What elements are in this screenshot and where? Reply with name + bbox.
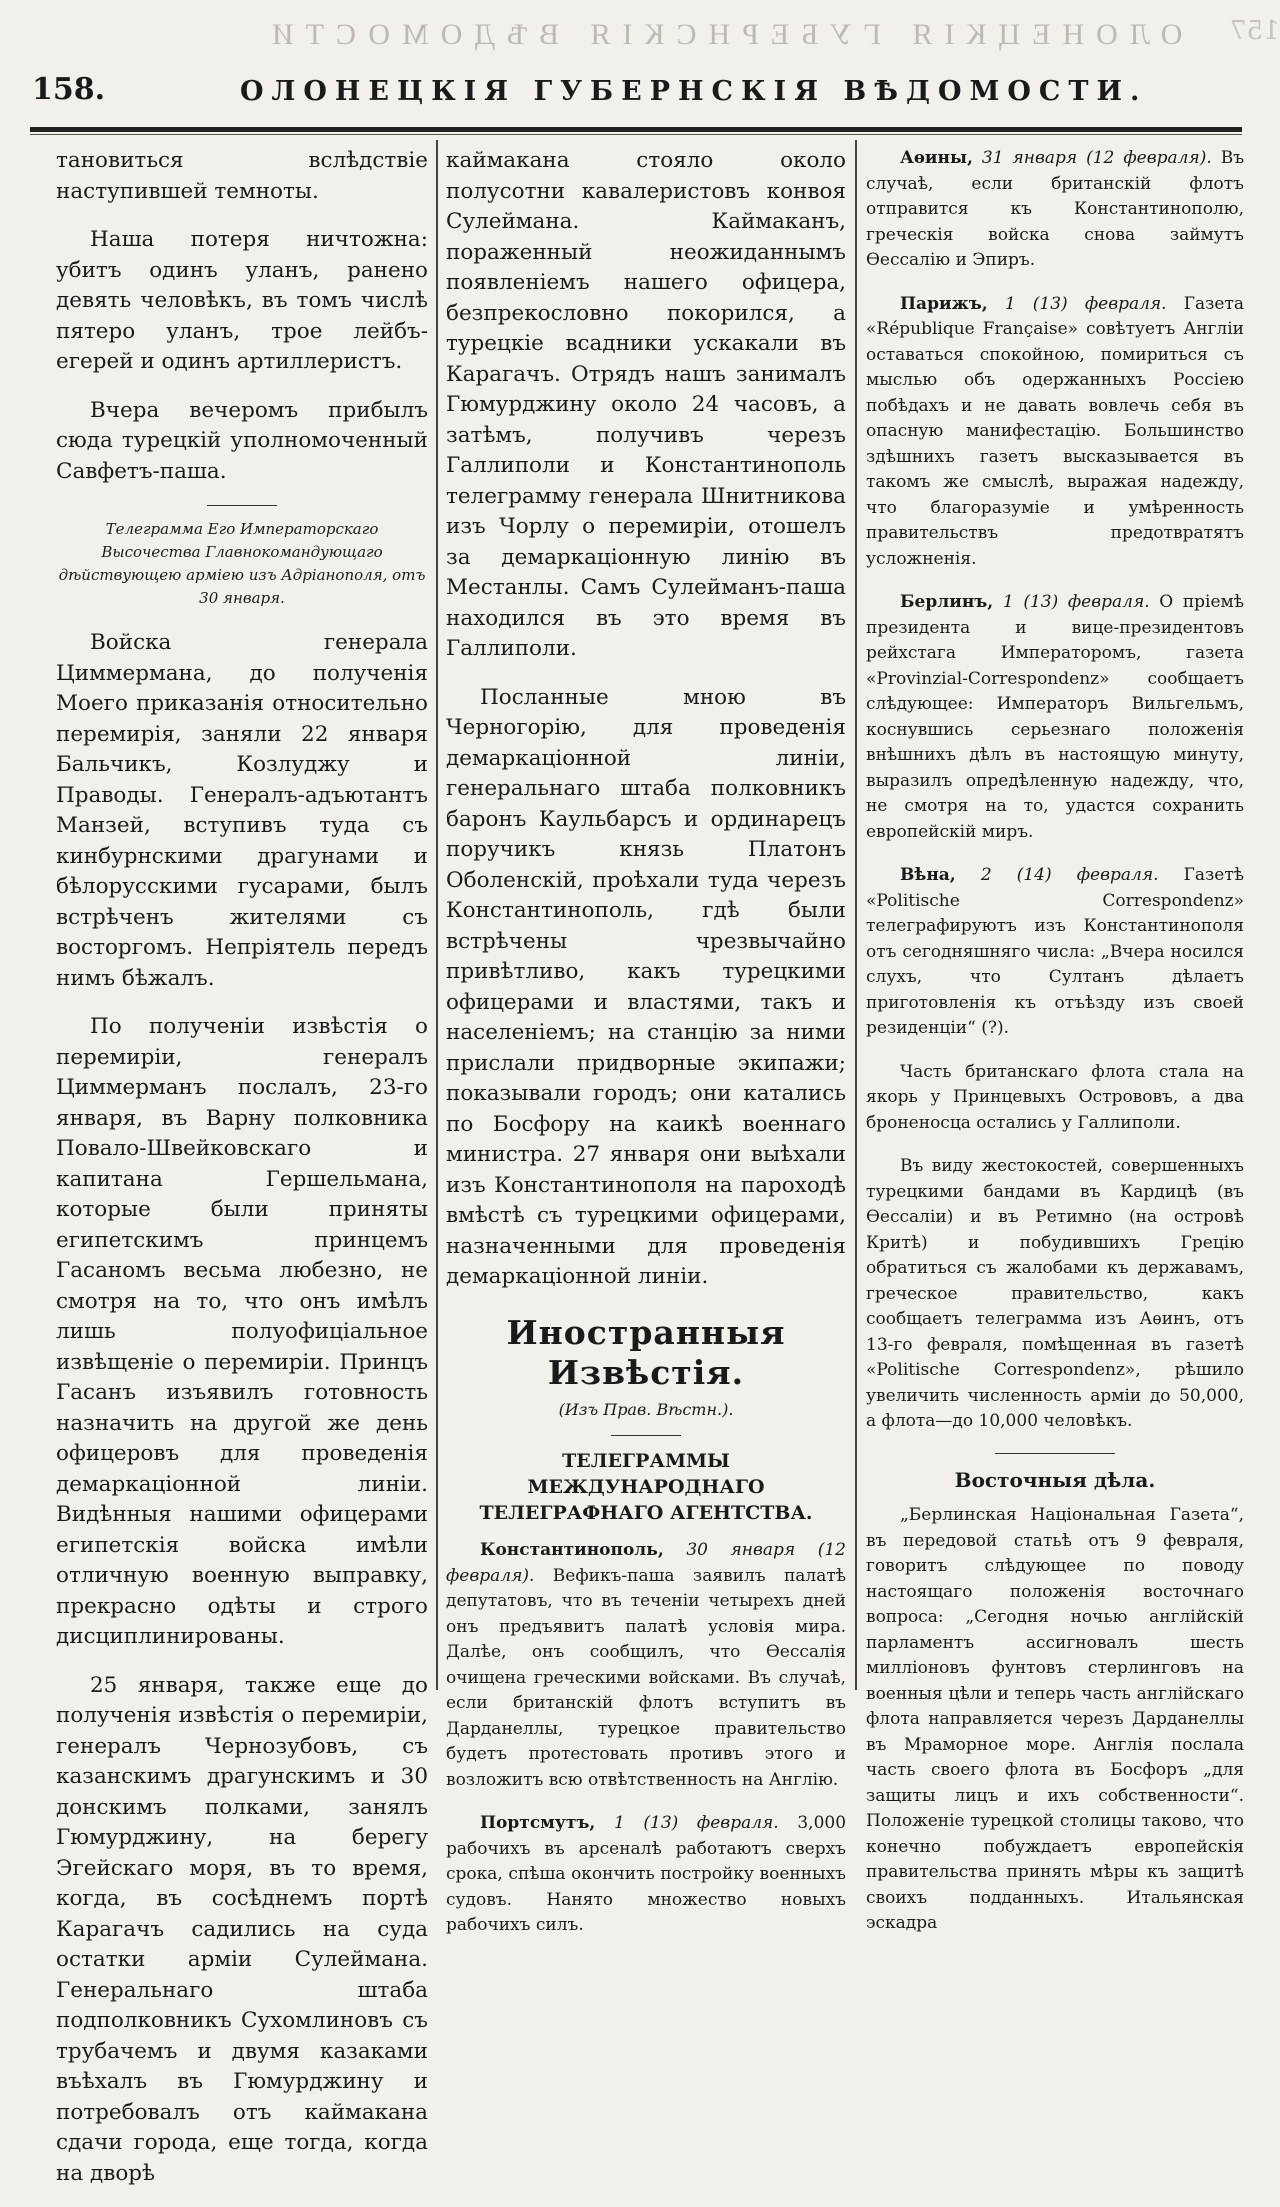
column-1 bbox=[56, 146, 428, 2207]
news-date: 1 (13) февраля. bbox=[613, 1813, 779, 1833]
paragraph: По полученіи извѣстія о перемиріи, генералъ Циммерманъ послалъ, 23-го января, въ Варну полковника Повало-Швейковскаго и капитана Гершельмана, которые были приняты египетскимъ принцемъ Гасаномъ весьма любезно, не смотря на то, что онъ имѣлъ лишь полуофиціальное извѣщеніе о перемиріи. Принцъ Гасанъ изъявилъ готовность назначить на другой же день офицеровъ для проведенія демаркаціонной линіи. Видѣнныя нашими офицерами египетскія войска имѣли отличную военную выправку, прекрасно одѣты и строго дисциплинированы. bbox=[56, 1014, 428, 1649]
paragraph: тановиться вслѣдствіе наступившей темноты. bbox=[56, 148, 428, 204]
paragraph: Вчера вечеромъ прибылъ сюда турецкій уполномоченный Савфетъ-паша. bbox=[56, 397, 428, 484]
column-divider-1 bbox=[436, 140, 438, 1690]
news-item bbox=[866, 863, 1244, 1042]
news-item bbox=[446, 1538, 846, 1793]
paragraph: каймакана стояло около полусотни кавалеристовъ конвоя Сулеймана. Каймаканъ, пораженный неожиданнымъ появленіемъ нашего офицера, безпрекословно покорился, а турецкіе всадники ускакали въ Карагачъ. Отрядъ нашъ занималъ Гюмурджину около 24 часовъ, а затѣмъ, получивъ черезъ Галлиполи и Константинополь телеграмму генерала Шнитникова изъ Чорлу о перемиріи, отошелъ за демаркаціонную линію въ Местанлы. Самъ Сулейманъ-паша находился въ это время въ Галлиполи. bbox=[446, 148, 846, 661]
news-text: Газета «République Française» совѣтуетъ Англіи оставаться спокойною, помириться съ мыслью объ одержанныхъ Россіею побѣдахъ и не давать вовлечь себя въ опасную манифестацію. Большинство здѣшнихъ газетъ высказывается въ такомъ же смыслѣ, выражая надежду, что благоразуміе и умѣренность правительствъ предотвратятъ усложненія. bbox=[866, 293, 1244, 569]
bleed-through-title: ОЛОНЕЦКІЯ ГУБЕРНСКІЯ ВѢДОМОСТИ bbox=[260, 18, 1183, 51]
news-item bbox=[866, 292, 1244, 573]
paragraph: Посланные мною въ Черногорію, для проведенія демаркаціонной линіи, генеральнаго штаба полковникъ баронъ Каульбарсъ и ординарецъ поручикъ князь Платонъ Оболенскій, проѣхали туда черезъ Константинополь, гдѣ были встрѣчены чрезвычайно привѣтливо, какъ турецкими офицерами и властями, такъ и населеніемъ; на станцію за ними прислали придворные экипажи; показывали городъ; они катались по Босфору на каикѣ военнаго министра. 27 января они выѣхали изъ Константинополя на пароходѣ вмѣстѣ съ турецкими офицерами, назначенными для проведенія демаркаціонной линіи. bbox=[446, 684, 846, 1289]
news-text: Вефикъ-паша заявилъ палатѣ депутатовъ, что въ теченіи четырехъ дней онъ предъявитъ палатѣ условія мира. Далѣе, онъ сообщилъ, что Ѳессалія очищена греческими войсками. Въ случаѣ, если британскій флотъ вступитъ въ Дарданеллы, турецкое правительство будетъ протестовать противъ этого и возложитъ всю отвѣтственность на Англію. bbox=[446, 1565, 847, 1790]
news-text: Газетѣ «Politische Correspondenz» телеграфируютъ изъ Константинополя отъ сегодняшняго числа: „Вчера носился слухъ, что Султанъ дѣлаетъ приготовленія къ отъѣзду изъ своей резиденціи“ (?). bbox=[866, 865, 1244, 1038]
section-title-foreign-news: Иностранныя Извѣстія. bbox=[506, 1312, 786, 1392]
paragraph: Наша потеря ничтожна: убитъ одинъ уланъ, ранено девять человѣкъ, въ томъ числѣ пятеро уланъ, трое лейбъ-егерей и одинъ артиллеристъ. bbox=[56, 227, 428, 374]
section-title-eastern-affairs: Восточныя дѣла. bbox=[954, 1467, 1156, 1492]
column-3 bbox=[866, 146, 1244, 1955]
telegram-heading: Телеграмма Его Императорскаго Высочества Главнокомандующаго дѣйствующею арміею изъ Адріанополя, отъ 30 января. bbox=[58, 520, 426, 607]
news-date: 31 января (12 февраля). bbox=[981, 148, 1212, 168]
news-place: Портсмутъ, bbox=[480, 1813, 596, 1833]
column-divider-2 bbox=[855, 140, 857, 1690]
separator bbox=[611, 1435, 681, 1436]
paragraph: „Берлинская Національная Газета“, въ передовой статьѣ отъ 9 февраля, говоритъ слѣдующее по поводу настоящаго положенія восточнаго вопроса: „Сегодня ночью англійскій парламентъ ассигновалъ шесть милліоновъ фунтовъ стерлинговъ на военныя цѣли и теперь часть англійскаго флота направляется черезъ Дарданеллы въ Мраморное море. Англія послала часть своего флота въ Босфоръ „для защиты лицъ и ихъ собственности“. Положеніе турецкой столицы таково, что конечно побуждаетъ европейскія правительства принять мѣры къ защитѣ своихъ подданныхъ. Итальянская эскадра bbox=[866, 1505, 1244, 1933]
news-text: Въ случаѣ, если британскій флотъ отправится къ Константинополю, греческія войска снова займутъ Ѳессалію и Эпиръ. bbox=[866, 148, 1245, 270]
paragraph: Войска генерала Циммермана, до полученія Моего приказанія относительно перемирія, заняли 22 января Бальчикъ, Козлуджу и Праводы. Генералъ-адъютантъ Манзей, вступивъ туда съ кинбурнскими драгунами и бѣлорусскими гусарами, былъ встрѣченъ жителями съ восторгомъ. Непріятель передъ нимъ бѣжалъ. bbox=[56, 630, 428, 991]
page-number: 158. bbox=[32, 72, 106, 107]
paragraph: 25 января, также еще до полученія извѣстія о перемиріи, генералъ Чернозубовъ, съ казанскимъ драгунскимъ и 30 донскимъ полками, занялъ Гюмурджину, на берегу Эгейскаго моря, въ то время, когда, въ сосѣднемъ портѣ Карагачъ садились на суда остатки арміи Сулеймана. Генеральнаго штаба подполковникъ Сухомлиновъ съ трубачемъ и двумя казаками въѣхалъ въ Гюмурджину и потребовалъ отъ каймакана сдачи города, еще тогда, когда на дворѣ bbox=[56, 1672, 428, 2186]
news-date: 30 января (12 февраля). bbox=[446, 1540, 846, 1586]
news-date: 2 (14) февраля. bbox=[980, 865, 1159, 885]
separator bbox=[995, 1453, 1115, 1454]
newspaper-title: ОЛОНЕЦКІЯ ГУБЕРНСКІЯ ВѢДОМОСТИ. bbox=[240, 76, 1148, 107]
news-item bbox=[866, 590, 1244, 845]
news-place: Берлинъ, bbox=[900, 592, 994, 612]
header-rule bbox=[30, 127, 1242, 132]
news-text: 3,000 рабочихъ въ арсеналѣ работаютъ сверхъ срока, спѣша окончить постройку военныхъ судовъ. Нанято множество новыхъ рабочихъ силъ. bbox=[446, 1813, 847, 1935]
telegrams-heading: ТЕЛЕГРАММЫ МЕЖДУНАРОДНАГО ТЕЛЕГРАФНАГО АГЕНТСТВА. bbox=[479, 1450, 813, 1524]
news-place: Вѣна, bbox=[900, 865, 956, 885]
news-place: Константинополь, bbox=[480, 1540, 664, 1560]
page-header bbox=[30, 72, 1250, 132]
news-date: 1 (13) февраля. bbox=[1004, 293, 1167, 314]
bleed-through-number: 157 bbox=[1230, 16, 1280, 46]
news-place: Парижъ, bbox=[900, 293, 988, 314]
section-source: (Изъ Прав. Вѣстн.). bbox=[558, 1399, 734, 1419]
news-text: О пріемѣ президента и вице-президентовъ рейхстага Императоромъ, газета «Provinzial-Correspondenz» сообщаетъ слѣдующее: Императоръ Вильгельмъ, коснувшись серьезнаго положенія внѣшнихъ дѣлъ въ настоящую минуту, выразилъ опредѣленную надежду, что, не смотря на то, удастся сохранить европейскій миръ. bbox=[866, 592, 1245, 842]
header-rule-thin bbox=[30, 134, 1242, 135]
news-date: 1 (13) февраля. bbox=[1002, 592, 1150, 612]
news-place: Аѳины, bbox=[900, 148, 973, 168]
paragraph: Часть британскаго флота стала на якорь у Принцевыхъ Острововъ, а два броненосца остались у Галлиполи. bbox=[866, 1061, 1244, 1133]
column-2 bbox=[446, 146, 846, 1957]
separator bbox=[207, 505, 277, 506]
paragraph: Въ виду жестокостей, совершенныхъ турецкими бандами въ Кардицѣ (въ Ѳессаліи) и въ Ретимно (на островѣ Критѣ) и побудившихъ Грецію обратиться съ жалобами къ державамъ, греческое правительство, какъ сообщаетъ телеграмма изъ Аѳинъ, отъ 13-го февраля, помѣщенная въ газетѣ «Politische Correspondenz», рѣшило увеличить численность арміи до 50,000, а флота—до 10,000 человѣкъ. bbox=[866, 1156, 1244, 1431]
news-item bbox=[866, 146, 1244, 274]
news-item bbox=[446, 1811, 846, 1939]
